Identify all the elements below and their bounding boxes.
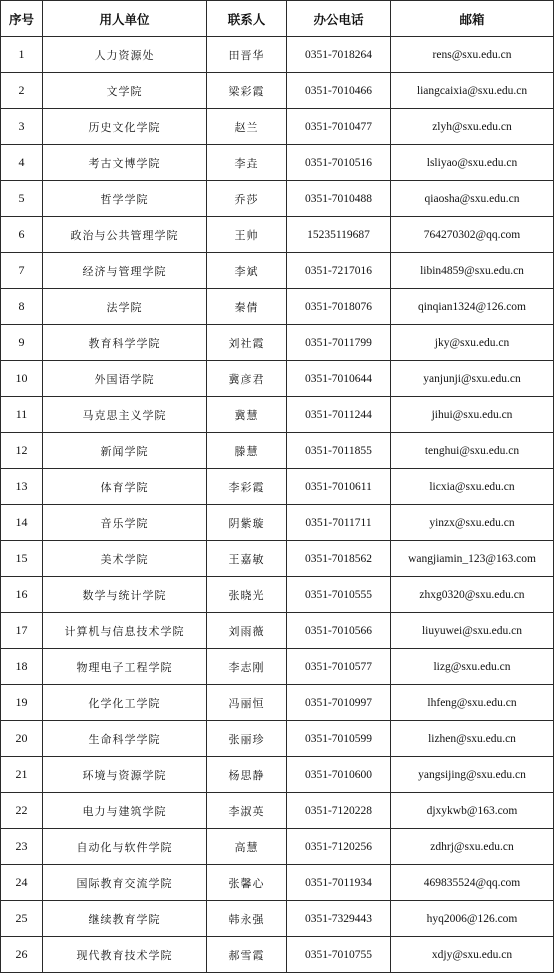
cell-contact: 阴紫璇 <box>207 505 287 541</box>
table-row <box>1 649 554 685</box>
table-row <box>1 181 554 217</box>
cell-phone: 0351-7011244 <box>287 397 391 433</box>
cell-index: 4 <box>1 145 43 181</box>
cell-phone: 0351-7010566 <box>287 613 391 649</box>
table-row <box>1 73 554 109</box>
cell-phone: 15235119687 <box>287 217 391 253</box>
cell-phone: 0351-7018076 <box>287 289 391 325</box>
cell-dept: 国际教育交流学院 <box>43 865 207 901</box>
cell-contact: 李志刚 <box>207 649 287 685</box>
cell-dept: 化学化工学院 <box>43 685 207 721</box>
table-row <box>1 541 554 577</box>
cell-contact: 梁彩霞 <box>207 73 287 109</box>
cell-dept: 法学院 <box>43 289 207 325</box>
cell-email: xdjy@sxu.edu.cn <box>391 937 554 973</box>
cell-phone: 0351-7010555 <box>287 577 391 613</box>
header-phone: 办公电话 <box>287 1 391 37</box>
table-row <box>1 217 554 253</box>
cell-email: liangcaixia@sxu.edu.cn <box>391 73 554 109</box>
cell-phone: 0351-7010755 <box>287 937 391 973</box>
cell-phone: 0351-7010611 <box>287 469 391 505</box>
cell-dept: 美术学院 <box>43 541 207 577</box>
cell-email: jky@sxu.edu.cn <box>391 325 554 361</box>
cell-contact: 李淑英 <box>207 793 287 829</box>
cell-dept: 音乐学院 <box>43 505 207 541</box>
cell-email: lhfeng@sxu.edu.cn <box>391 685 554 721</box>
cell-index: 17 <box>1 613 43 649</box>
cell-email: 764270302@qq.com <box>391 217 554 253</box>
cell-contact: 张丽珍 <box>207 721 287 757</box>
cell-dept: 生命科学学院 <box>43 721 207 757</box>
cell-dept: 电力与建筑学院 <box>43 793 207 829</box>
cell-phone: 0351-7010644 <box>287 361 391 397</box>
cell-index: 6 <box>1 217 43 253</box>
cell-contact: 郝雪霞 <box>207 937 287 973</box>
cell-email: zlyh@sxu.edu.cn <box>391 109 554 145</box>
cell-dept: 马克思主义学院 <box>43 397 207 433</box>
cell-index: 15 <box>1 541 43 577</box>
cell-email: liuyuwei@sxu.edu.cn <box>391 613 554 649</box>
cell-index: 19 <box>1 685 43 721</box>
cell-email: lsliyao@sxu.edu.cn <box>391 145 554 181</box>
table-row <box>1 253 554 289</box>
table-row <box>1 145 554 181</box>
cell-contact: 王嘉敏 <box>207 541 287 577</box>
cell-contact: 冀慧 <box>207 397 287 433</box>
cell-contact: 张馨心 <box>207 865 287 901</box>
header-index: 序号 <box>1 1 43 37</box>
cell-email: zhxg0320@sxu.edu.cn <box>391 577 554 613</box>
cell-email: licxia@sxu.edu.cn <box>391 469 554 505</box>
cell-index: 1 <box>1 37 43 73</box>
cell-dept: 经济与管理学院 <box>43 253 207 289</box>
cell-email: djxykwb@163.com <box>391 793 554 829</box>
cell-dept: 现代教育技术学院 <box>43 937 207 973</box>
cell-contact: 乔莎 <box>207 181 287 217</box>
cell-email: lizg@sxu.edu.cn <box>391 649 554 685</box>
cell-index: 26 <box>1 937 43 973</box>
cell-index: 16 <box>1 577 43 613</box>
cell-contact: 李彩霞 <box>207 469 287 505</box>
cell-phone: 0351-7010600 <box>287 757 391 793</box>
cell-phone: 0351-7120228 <box>287 793 391 829</box>
cell-dept: 新闻学院 <box>43 433 207 469</box>
table-row <box>1 37 554 73</box>
cell-dept: 计算机与信息技术学院 <box>43 613 207 649</box>
cell-phone: 0351-7010997 <box>287 685 391 721</box>
cell-email: hyq2006@126.com <box>391 901 554 937</box>
cell-phone: 0351-7011799 <box>287 325 391 361</box>
table-row <box>1 289 554 325</box>
cell-email: yanjunji@sxu.edu.cn <box>391 361 554 397</box>
cell-email: qinqian1324@126.com <box>391 289 554 325</box>
table-row <box>1 613 554 649</box>
table-row <box>1 757 554 793</box>
cell-dept: 继续教育学院 <box>43 901 207 937</box>
cell-phone: 0351-7010577 <box>287 649 391 685</box>
table-row <box>1 397 554 433</box>
table-row <box>1 577 554 613</box>
cell-contact: 秦倩 <box>207 289 287 325</box>
cell-index: 21 <box>1 757 43 793</box>
cell-index: 12 <box>1 433 43 469</box>
cell-email: wangjiamin_123@163.com <box>391 541 554 577</box>
header-row <box>1 1 554 37</box>
cell-phone: 0351-7010466 <box>287 73 391 109</box>
cell-dept: 历史文化学院 <box>43 109 207 145</box>
cell-contact: 高慧 <box>207 829 287 865</box>
cell-contact: 刘社霞 <box>207 325 287 361</box>
cell-phone: 0351-7010477 <box>287 109 391 145</box>
cell-phone: 0351-7217016 <box>287 253 391 289</box>
cell-contact: 冀彦君 <box>207 361 287 397</box>
table-row <box>1 433 554 469</box>
cell-index: 7 <box>1 253 43 289</box>
cell-phone: 0351-7010516 <box>287 145 391 181</box>
cell-dept: 外国语学院 <box>43 361 207 397</box>
cell-index: 24 <box>1 865 43 901</box>
cell-dept: 环境与资源学院 <box>43 757 207 793</box>
cell-email: lizhen@sxu.edu.cn <box>391 721 554 757</box>
cell-dept: 哲学学院 <box>43 181 207 217</box>
table-row <box>1 325 554 361</box>
cell-phone: 0351-7329443 <box>287 901 391 937</box>
cell-dept: 物理电子工程学院 <box>43 649 207 685</box>
cell-contact: 韩永强 <box>207 901 287 937</box>
cell-index: 8 <box>1 289 43 325</box>
table-row <box>1 829 554 865</box>
table-row <box>1 505 554 541</box>
cell-index: 2 <box>1 73 43 109</box>
table-row <box>1 469 554 505</box>
cell-index: 9 <box>1 325 43 361</box>
cell-phone: 0351-7018562 <box>287 541 391 577</box>
cell-contact: 刘雨薇 <box>207 613 287 649</box>
cell-index: 10 <box>1 361 43 397</box>
table-row <box>1 865 554 901</box>
cell-contact: 田晋华 <box>207 37 287 73</box>
table-row <box>1 793 554 829</box>
cell-email: zdhrj@sxu.edu.cn <box>391 829 554 865</box>
table-row <box>1 685 554 721</box>
cell-phone: 0351-7010599 <box>287 721 391 757</box>
cell-contact: 赵兰 <box>207 109 287 145</box>
cell-email: rens@sxu.edu.cn <box>391 37 554 73</box>
cell-dept: 人力资源处 <box>43 37 207 73</box>
cell-index: 13 <box>1 469 43 505</box>
cell-index: 18 <box>1 649 43 685</box>
cell-dept: 数学与统计学院 <box>43 577 207 613</box>
cell-email: tenghui@sxu.edu.cn <box>391 433 554 469</box>
cell-index: 22 <box>1 793 43 829</box>
table-row <box>1 109 554 145</box>
header-contact: 联系人 <box>207 1 287 37</box>
cell-phone: 0351-7011711 <box>287 505 391 541</box>
cell-contact: 杨思静 <box>207 757 287 793</box>
cell-index: 23 <box>1 829 43 865</box>
cell-email: 469835524@qq.com <box>391 865 554 901</box>
table-row <box>1 361 554 397</box>
cell-dept: 教育科学学院 <box>43 325 207 361</box>
cell-phone: 0351-7120256 <box>287 829 391 865</box>
table-row <box>1 721 554 757</box>
cell-index: 25 <box>1 901 43 937</box>
cell-phone: 0351-7011855 <box>287 433 391 469</box>
cell-contact: 滕慧 <box>207 433 287 469</box>
cell-email: jihui@sxu.edu.cn <box>391 397 554 433</box>
header-dept: 用人单位 <box>43 1 207 37</box>
cell-index: 3 <box>1 109 43 145</box>
header-email: 邮箱 <box>391 1 554 37</box>
cell-dept: 体育学院 <box>43 469 207 505</box>
cell-contact: 冯丽恒 <box>207 685 287 721</box>
cell-email: yangsijing@sxu.edu.cn <box>391 757 554 793</box>
cell-email: yinzx@sxu.edu.cn <box>391 505 554 541</box>
cell-dept: 考古文博学院 <box>43 145 207 181</box>
cell-index: 5 <box>1 181 43 217</box>
cell-contact: 张晓光 <box>207 577 287 613</box>
cell-contact: 王帅 <box>207 217 287 253</box>
cell-dept: 政治与公共管理学院 <box>43 217 207 253</box>
cell-email: qiaosha@sxu.edu.cn <box>391 181 554 217</box>
cell-email: libin4859@sxu.edu.cn <box>391 253 554 289</box>
cell-phone: 0351-7010488 <box>287 181 391 217</box>
cell-dept: 自动化与软件学院 <box>43 829 207 865</box>
table-header <box>1 1 554 37</box>
table-row <box>1 901 554 937</box>
cell-phone: 0351-7011934 <box>287 865 391 901</box>
cell-phone: 0351-7018264 <box>287 37 391 73</box>
cell-contact: 李斌 <box>207 253 287 289</box>
cell-index: 20 <box>1 721 43 757</box>
cell-index: 14 <box>1 505 43 541</box>
table-row <box>1 937 554 973</box>
table-body <box>1 37 554 973</box>
cell-dept: 文学院 <box>43 73 207 109</box>
cell-index: 11 <box>1 397 43 433</box>
cell-contact: 李垚 <box>207 145 287 181</box>
